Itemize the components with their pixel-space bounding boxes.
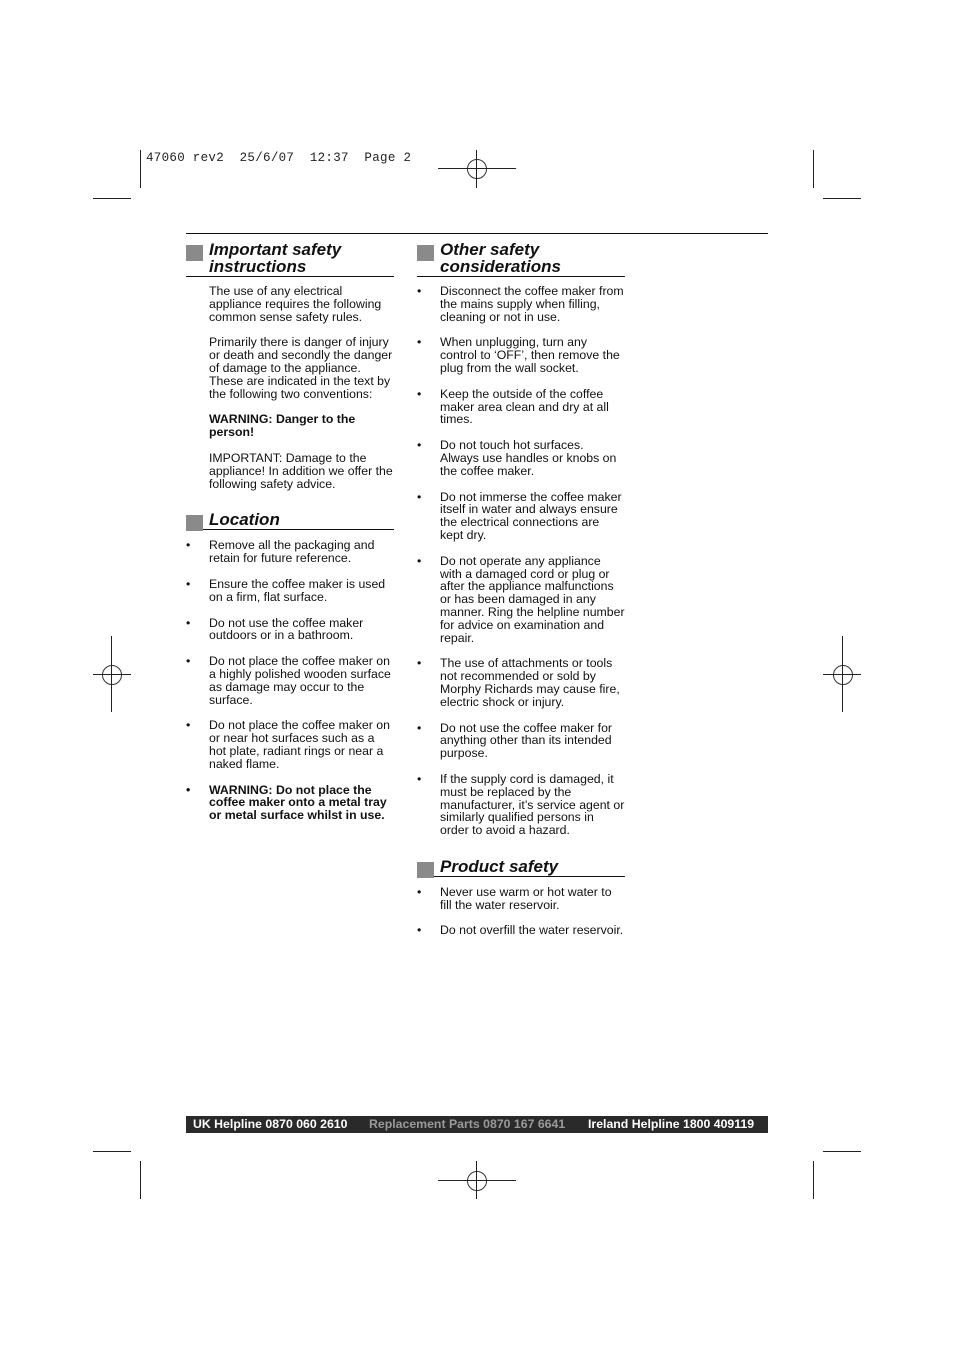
crop-mark [140,150,141,188]
list-item: • Disconnect the coffee maker from the mains supply when filling, cleaning or not in use. [417,285,625,323]
list-item: • Keep the outside of the coffee maker area clean and dry at all times. [417,388,625,426]
product-safety-list [417,886,625,937]
other-safety-list [417,285,625,837]
heading-square-icon [186,515,203,531]
crop-mark [93,1151,131,1152]
section-heading-important-safety: Important safety instructions [186,242,394,277]
list-item: • Do not use the coffee maker for anything other than its intended purpose. [417,722,625,760]
uk-helpline: UK Helpline 0870 060 2610 [193,1117,348,1131]
list-item: • When unplugging, turn any control to ‘OFF’, then remove the plug from the wall socket. [417,336,625,374]
list-item: • Do not place the coffee maker on or near hot surfaces such as a hot plate, radiant rings or near a naked flame. [186,719,394,770]
important-convention: IMPORTANT: Damage to the appliance! In addition we offer the following safety advice. [209,450,393,491]
section-heading-product-safety: Product safety [417,859,625,877]
list-item-warning: • WARNING: Do not place the coffee maker onto a metal tray or metal surface whilst in use. [186,784,394,822]
top-rule [186,233,768,234]
section-heading-other-safety: Other safety considerations [417,242,625,277]
list-item: • Do not immerse the coffee maker itself in water and always ensure the electrical connections are kept dry. [417,491,625,542]
list-item: • Do not use the coffee maker outdoors or in a bathroom. [186,617,394,643]
location-list [186,539,394,822]
heading-square-icon [186,245,203,261]
column-left [186,242,394,835]
crop-mark [813,150,814,188]
intro-paragraph: The use of any electrical appliance requires the following common sense safety rules. [209,284,382,324]
crop-mark [823,1151,861,1152]
crop-mark [140,1161,141,1199]
list-item: • Do not overfill the water reservoir. [417,924,625,937]
crop-mark [823,198,861,199]
list-item: • If the supply cord is damaged, it must be replaced by the manufacturer, it’s service agent or similarly qualified persons in order to avoid a hazard. [417,773,625,837]
heading-square-icon [417,245,434,261]
warning-convention: WARNING: Danger to the person! [209,412,356,440]
list-item: • Do not operate any appliance with a damaged cord or plug or after the appliance malfunctions or has been damaged in any manner. Ring the helpline number for advice on examination and repair. [417,555,625,645]
section-heading-location: Location [186,512,394,530]
list-item: • The use of attachments or tools not recommended or sold by Morphy Richards may cause fire, electric shock or injury. [417,657,625,708]
crop-mark [813,1161,814,1199]
helpline-footer-bar [186,1116,768,1133]
list-item: • Do not touch hot surfaces. Always use handles or knobs on the coffee maker. [417,439,625,477]
list-item: • Do not place the coffee maker on a highly polished wooden surface as damage may occur to the surface. [186,655,394,706]
print-slug: 47060 rev2 25/6/07 12:37 Page 2 [146,151,412,165]
crop-mark [93,198,131,199]
replacement-parts: Replacement Parts 0870 167 6641 [369,1117,566,1131]
list-item: • Remove all the packaging and retain for future reference. [186,539,394,565]
heading-square-icon [417,862,434,878]
column-middle [417,242,625,950]
ireland-helpline: Ireland Helpline 1800 409119 [588,1117,755,1131]
list-item: • Never use warm or hot water to fill the water reservoir. [417,886,625,912]
list-item: • Ensure the coffee maker is used on a firm, flat surface. [186,578,394,604]
intro-paragraph: Primarily there is danger of injury or death and secondly the danger of damage to the appliance. These are indicated in the text by the following two conventions: [209,335,393,401]
